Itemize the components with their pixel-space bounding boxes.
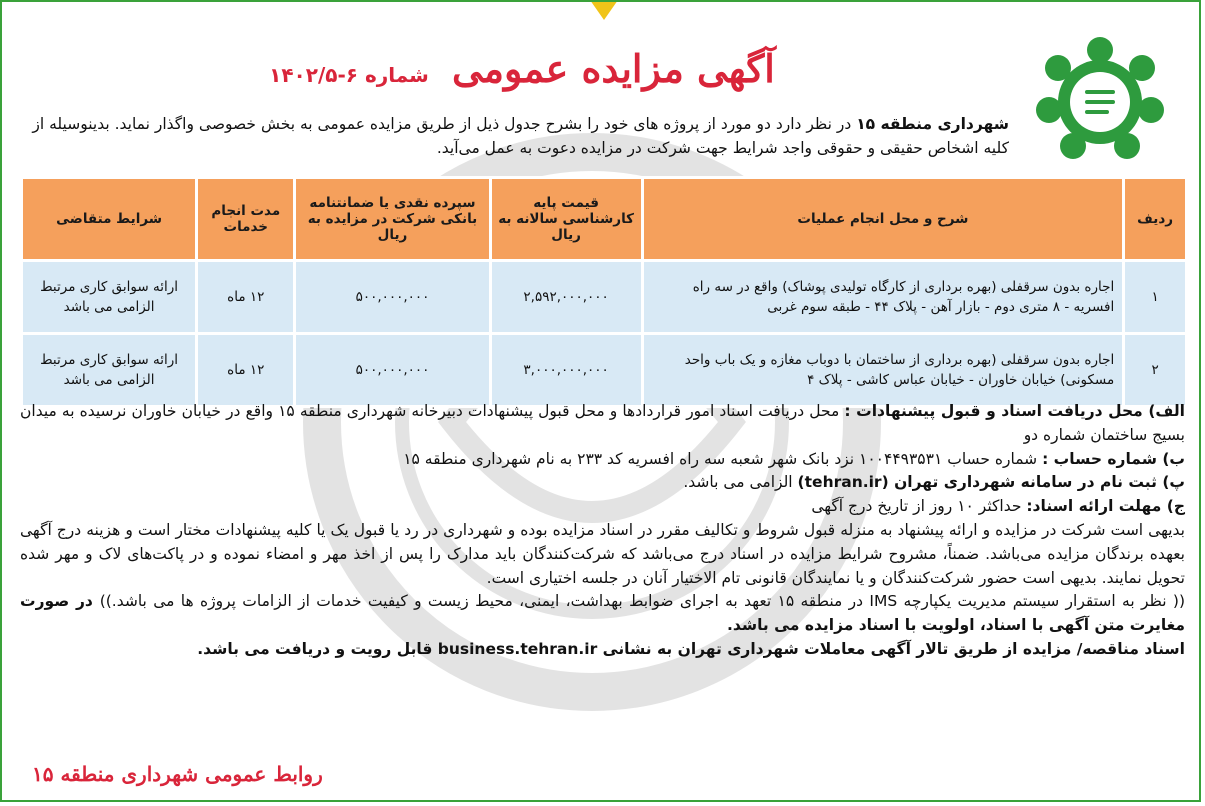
section-j bbox=[20, 495, 1185, 519]
header-row-number: ردیف bbox=[1124, 178, 1187, 261]
advert-title bbox=[212, 46, 832, 102]
cell-deposit: ۵۰۰,۰۰۰,۰۰۰ bbox=[295, 334, 490, 407]
cell-duration: ۱۲ ماه bbox=[197, 261, 295, 334]
advert-body bbox=[20, 400, 1185, 662]
cell-duration: ۱۲ ماه bbox=[197, 334, 295, 407]
section-p-label: پ) ثبت نام در سامانه شهرداری تهران (tehran.ir) bbox=[797, 473, 1185, 492]
final-text: اسناد مناقصه/ مزایده از طریق تالار آگهی معاملات شهرداری تهران به نشانی business.tehran.ir قابل رویت و دریافت می باشد. bbox=[197, 639, 1185, 658]
cell-row-number: ۱ bbox=[1124, 261, 1187, 334]
cell-description: اجاره بدون سرقفلی (بهره برداری از ساختمان با دوباب مغازه و یک باب واحد مسکونی) خیابان خاوران - خیابان عباس کاشی - پلاک ۴ bbox=[642, 334, 1124, 407]
section-p-text: الزامی می باشد. bbox=[683, 473, 798, 492]
section-a-text: محل دریافت اسناد امور قراردادها و محل قبول پیشنهادات دبیرخانه شهرداری منطقه ۱۵ واقع در خیابان خاوران نرسیده به میدان بسیج ساختمان شماره دو bbox=[20, 402, 1185, 444]
ims-text: (( نظر به استقرار سیستم مدیریت یکپارچه IMS در منطقه ۱۵ تعهد به اجرای ضوابط بهداشت، ایمنی، محیط زیست و کیفیت خدمات از الزامات پروژه ها می باشد.)) bbox=[99, 592, 1185, 611]
cell-base-price: ۲,۵۹۲,۰۰۰,۰۰۰ bbox=[490, 261, 642, 334]
cell-deposit: ۵۰۰,۰۰۰,۰۰۰ bbox=[295, 261, 490, 334]
intro-strong: شهرداری منطقه ۱۵ bbox=[856, 115, 1009, 133]
table-header-row bbox=[22, 178, 1187, 261]
header-duration: مدت انجام خدمات bbox=[197, 178, 295, 261]
section-j-text: حداکثر ۱۰ روز از تاریخ درج آگهی bbox=[811, 497, 1027, 516]
top-marker bbox=[590, 0, 618, 20]
section-b bbox=[20, 448, 1185, 472]
tehran-municipality-logo bbox=[1035, 36, 1165, 166]
section-p bbox=[20, 471, 1185, 495]
auction-table bbox=[20, 176, 1188, 408]
header-base-price: قیمت پایه کارشناسی سالانه به ریال bbox=[490, 178, 642, 261]
final-paragraph bbox=[20, 638, 1185, 662]
table-row bbox=[22, 261, 1187, 334]
section-b-text: شماره حساب ۱۰۰۴۴۹۳۵۳۱ نزد بانک شهر شعبه سه راه افسریه کد ۲۳۳ به نام شهرداری منطقه ۱۵ bbox=[403, 449, 1043, 468]
cell-base-price: ۳,۰۰۰,۰۰۰,۰۰۰ bbox=[490, 334, 642, 407]
section-a bbox=[20, 400, 1185, 448]
terms-paragraph: بدیهی است شرکت در مزایده و ارائه پیشنهاد به منزله قبول شروط و تکالیف مقرر در اسناد مزایده بوده و شهرداری در رد یا قبول یک یا کلیه پیشنهادات مختار است و هزینه درج آگهی بعهده برندگان مزایده می‌باشد. ضمناً، مشروح شرایط مزایده در اسناد درج می‌باشد که شرکت‌کنندگان باید مدارک را پس از اخذ مهر و امضاء نموده و در پاکت‌های لاک و مهر شده تحویل نمایند. بدیهی است حضور شرکت‌کنندگان و یا نمایندگان قانونی تام الاختیار آنان در جلسه اختیاری است. bbox=[20, 520, 1185, 587]
intro-rest: در نظر دارد دو مورد از پروژه های خود را بشرح جدول ذیل از طریق مزایده عمومی به بخش خصوصی واگذار نماید. بدینوسیله از کلیه اشخاص حقیقی و حقوقی واجد شرایط جهت شرکت در مزایده دعوت به عمل می‌آید. bbox=[32, 115, 1009, 157]
header-deposit: سپرده نقدی یا ضمانتنامه بانکی شرکت در مزایده به ریال bbox=[295, 178, 490, 261]
title-main: آگهی مزایده عمومی bbox=[451, 46, 775, 91]
cell-row-number: ۲ bbox=[1124, 334, 1187, 407]
section-b-label: ب) شماره حساب : bbox=[1042, 449, 1185, 468]
signature: روابط عمومی شهرداری منطقه ۱۵ bbox=[32, 762, 323, 786]
section-j-label: ج) مهلت ارائه اسناد: bbox=[1026, 497, 1185, 516]
table-row bbox=[22, 334, 1187, 407]
title-number: شماره ۶-۱۴۰۲/۵ bbox=[269, 63, 429, 87]
section-a-label: الف) محل دریافت اسناد و قبول پیشنهادات : bbox=[844, 402, 1185, 420]
cell-description: اجاره بدون سرقفلی (بهره برداری از کارگاه تولیدی پوشاک) واقع در سه راه افسریه - ۸ متری دوم - بازار آهن - پلاک ۴۴ - طبقه سوم غربی bbox=[642, 261, 1124, 334]
intro-paragraph bbox=[20, 112, 1009, 160]
header-description: شرح و محل انجام عملیات bbox=[642, 178, 1124, 261]
cell-conditions: ارائه سوابق کاری مرتبط الزامی می باشد bbox=[22, 334, 197, 407]
ims-paragraph bbox=[20, 590, 1185, 638]
header-conditions: شرایط متقاضی bbox=[22, 178, 197, 261]
cell-conditions: ارائه سوابق کاری مرتبط الزامی می باشد bbox=[22, 261, 197, 334]
ims-bold: در صورت مغایرت متن آگهی با اسناد، اولویت با اسناد مزایده می باشد. bbox=[20, 592, 1185, 635]
